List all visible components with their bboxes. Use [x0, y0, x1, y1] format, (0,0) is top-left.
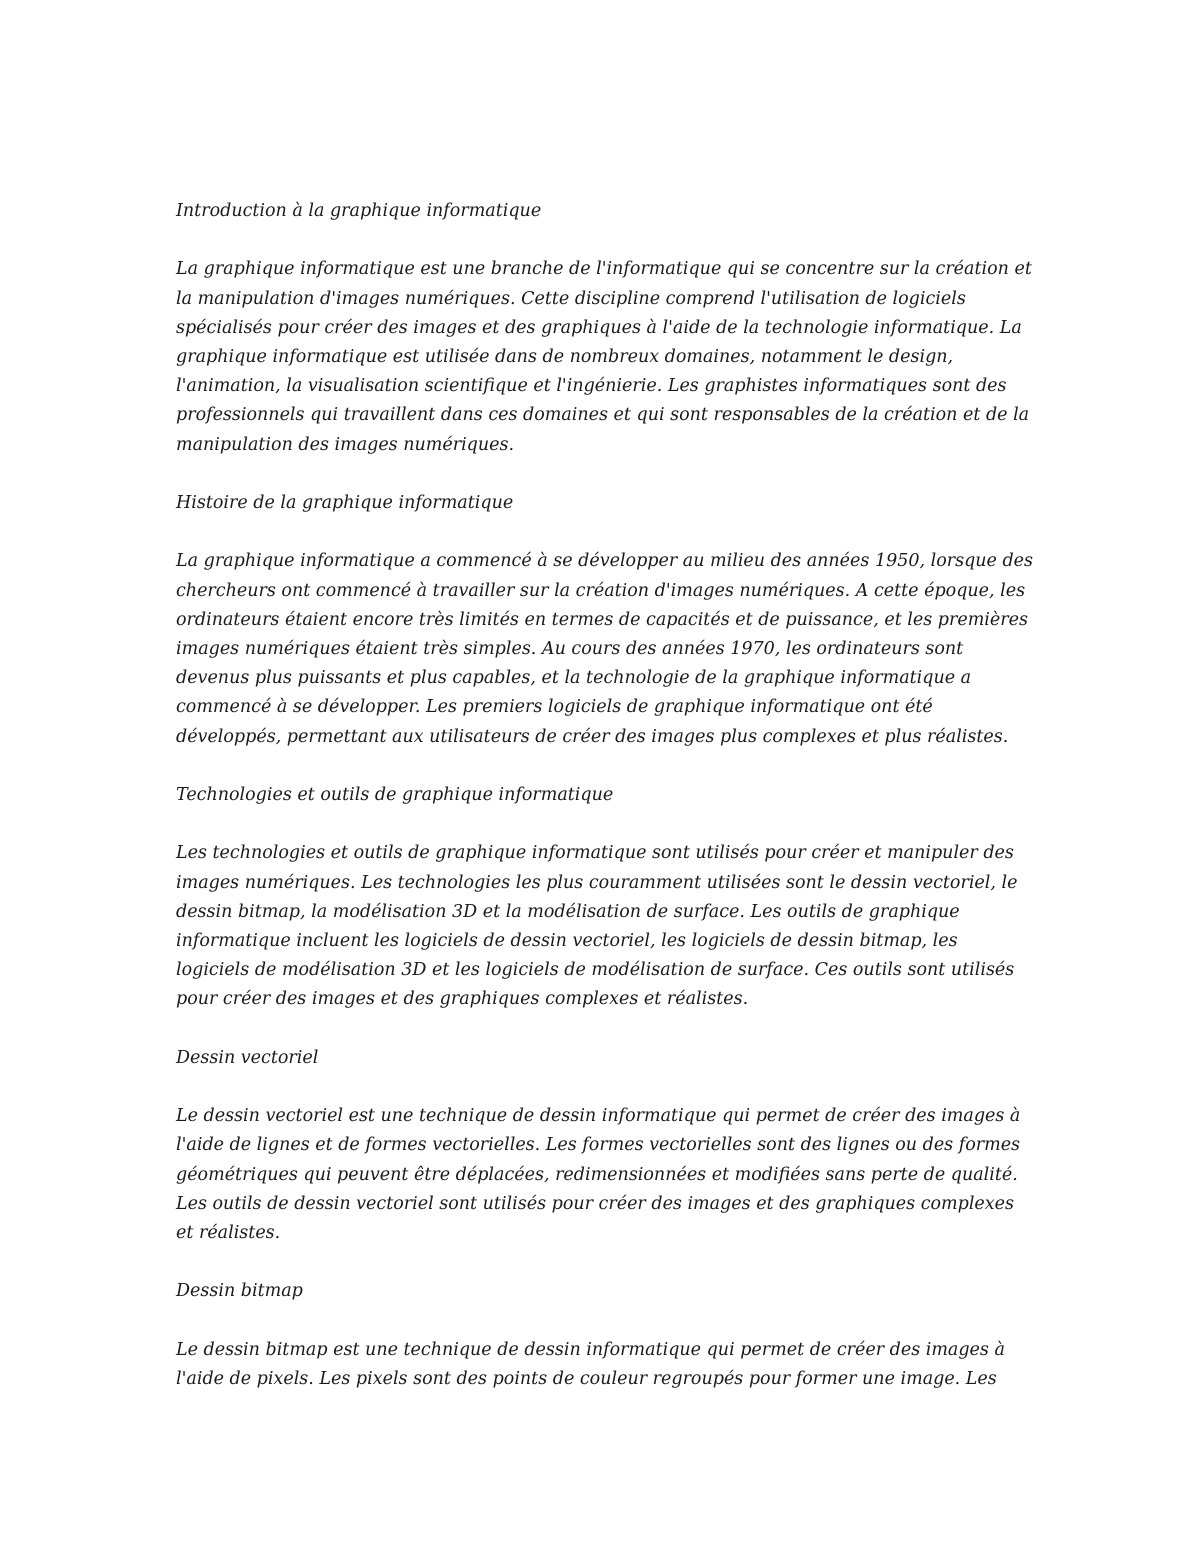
document-body [176, 197, 1036, 1423]
section-paragraph-histoire: La graphique informatique a commencé à se développer au milieu des années 1950, lorsque des chercheurs ont commencé à travailler sur la création d'images numériques. A cette époque, les ordinateurs étaient encore très limités en termes de capacités et de puissance, et les premières images numériques étaient très simples. Au cours des années 1970, les ordinateurs sont devenus plus puissants et plus capables, et la technologie de la graphique informatique a commencé à se développer. Les premiers logiciels de graphique informatique ont été développés, permettant aux utilisateurs de créer des images plus complexes et plus réalistes. [176, 551, 1034, 747]
section-paragraph-dessin-vectoriel: Le dessin vectoriel est une technique de dessin informatique qui permet de créer des images à l'aide de lignes et de formes vectorielles. Les formes vectorielles sont des lignes ou des formes géométriques qui peuvent être déplacées, redimensionnées et modifiées sans perte de qualité. Les outils de dessin vectoriel sont utilisés pour créer des images et des graphiques complexes et réalistes. [176, 1106, 1021, 1243]
section-heading-dessin-bitmap: Dessin bitmap [176, 1281, 303, 1302]
section-paragraph-technologies: Les technologies et outils de graphique informatique sont utilisés pour créer et manipuler des images numériques. Les technologies les plus couramment utilisées sont le dessin vectoriel, le dessin bitmap, la modélisation 3D et la modélisation de surface. Les outils de graphique informatique incluent les logiciels de dessin vectoriel, les logiciels de dessin bitmap, les logiciels de modélisation 3D et les logiciels de modélisation de surface. Ces outils sont utilisés pour créer des images et des graphiques complexes et réalistes. [176, 843, 1018, 1010]
section-heading-technologies: Technologies et outils de graphique informatique [176, 785, 614, 805]
section-paragraph-introduction: La graphique informatique est une branche de l'informatique qui se concentre sur la création et la manipulation d'images numériques. Cette discipline comprend l'utilisation de logiciels spécialisés pour créer des images et des graphiques à l'aide de la technologie informatique. La graphique informatique est utilisée dans de nombreux domaines, notamment le design, l'animation, la visualisation scientifique et l'ingénierie. Les graphistes informatiques sont des professionnels qui travaillent dans ces domaines et qui sont responsables de la création et de la manipulation des images numériques. [176, 259, 1032, 455]
section-paragraph-dessin-bitmap: Le dessin bitmap est une technique de dessin informatique qui permet de créer des images à l'aide de pixels. Les pixels sont des points de couleur regroupés pour former une image. Les [176, 1339, 1005, 1389]
section-heading-histoire: Histoire de la graphique informatique [176, 493, 514, 513]
section-heading-introduction: Introduction à la graphique informatique [176, 201, 542, 221]
section-heading-dessin-vectoriel: Dessin vectoriel [176, 1047, 319, 1068]
